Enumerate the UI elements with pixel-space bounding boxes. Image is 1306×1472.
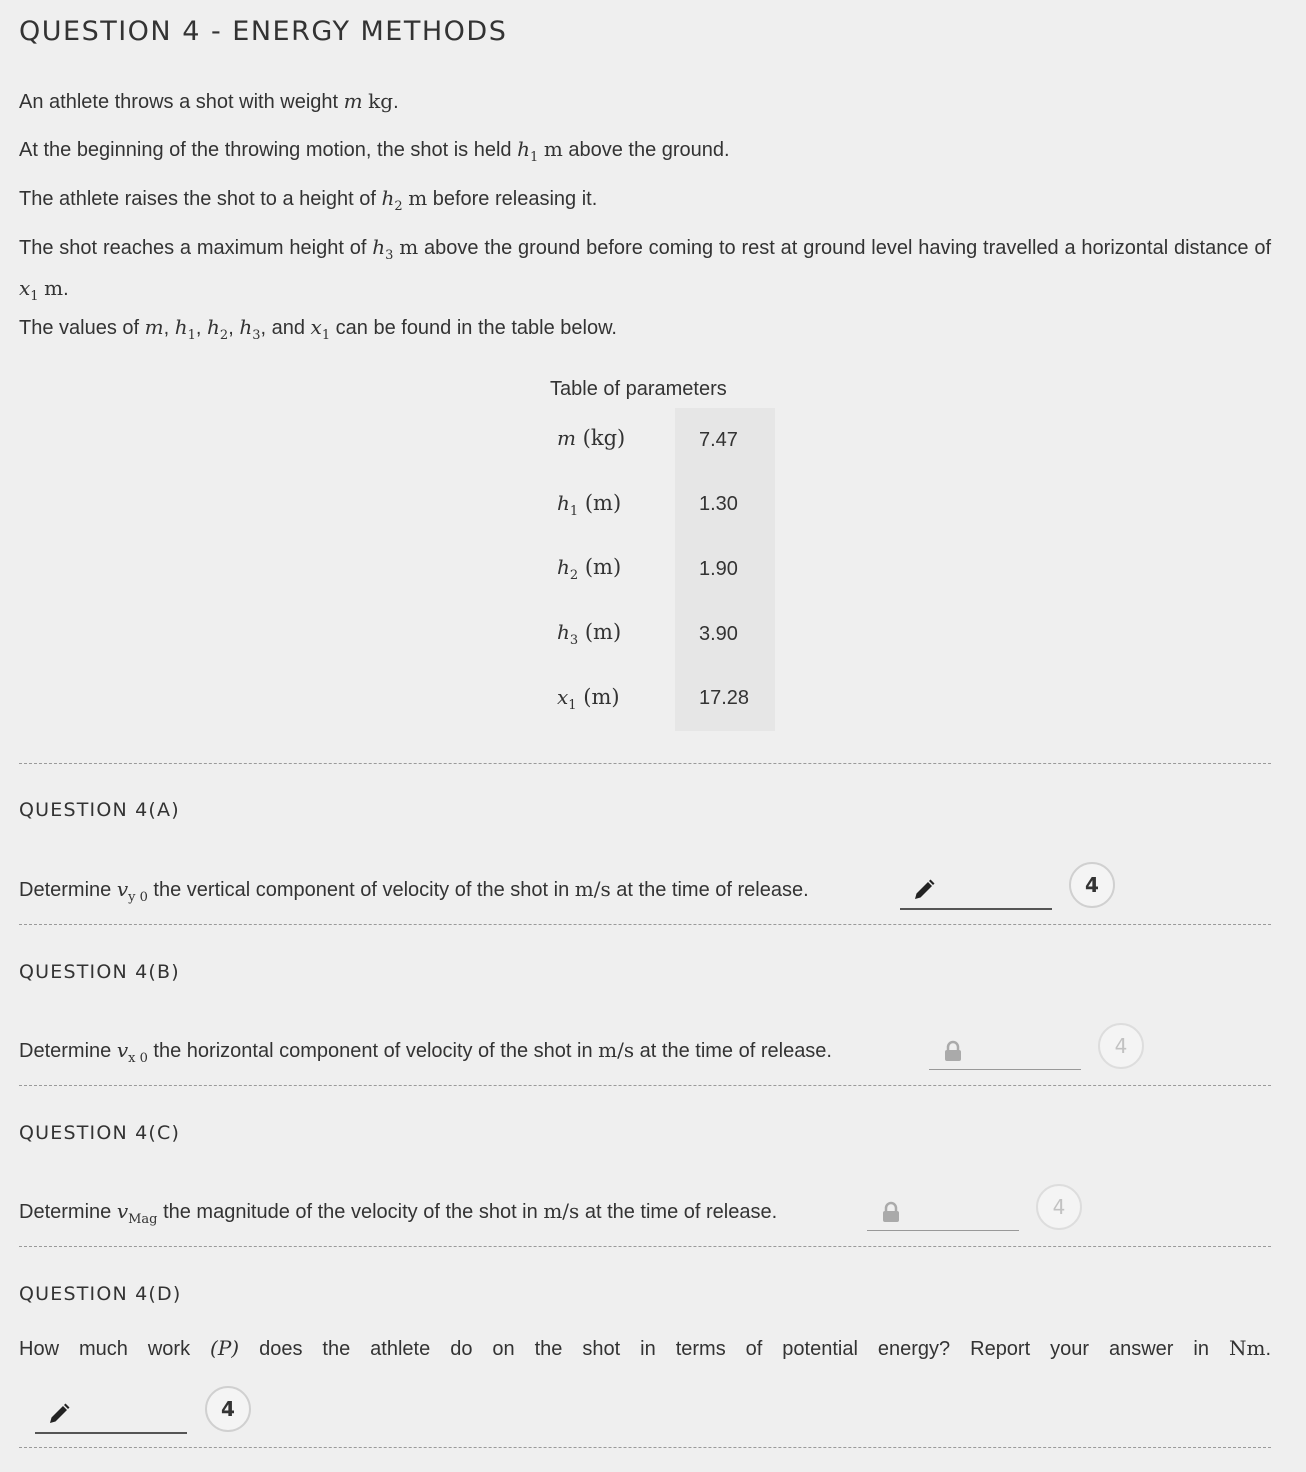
param-value: 7.47 xyxy=(675,408,775,473)
table-row xyxy=(539,537,775,602)
table-row xyxy=(539,666,775,731)
param-value: 1.30 xyxy=(675,473,775,538)
pencil-icon xyxy=(47,1402,71,1426)
question-4c-heading: QUESTION 4(C) xyxy=(19,1122,181,1144)
parameter-table xyxy=(539,408,775,731)
attempts-remaining-badge: 4 xyxy=(1098,1023,1144,1069)
question-4b-text: Determine $v_{x 0}$ the horizontal component of velocity of the shot in m/s at the time of release. xyxy=(19,1038,832,1066)
section-divider xyxy=(19,1246,1271,1247)
section-divider xyxy=(19,1085,1271,1086)
page-title: QUESTION 4 - ENERGY METHODS xyxy=(19,16,508,47)
parameter-table-caption: Table of parameters xyxy=(550,378,727,400)
intro-paragraph-1: An athlete throws a shot with weight m kg. xyxy=(19,89,399,113)
param-label: $x_1$ (m) xyxy=(557,684,620,713)
param-label: $h_3$ (m) xyxy=(557,619,622,649)
question-4b-answer-input[interactable] xyxy=(929,1033,1081,1070)
intro-paragraph-3: The athlete raises the shot to a height of $h_2$ m before releasing it. xyxy=(19,186,598,214)
question-4a-heading: QUESTION 4(A) xyxy=(19,799,180,821)
section-divider xyxy=(19,763,1271,764)
section-divider xyxy=(19,1447,1271,1448)
param-label: $h_2$ (m) xyxy=(557,555,622,584)
intro-paragraph-4: The shot reaches a maximum height of $h_3$ m above the ground before coming to rest at ground level having travelled a horizontal distance of $x_1$ m. xyxy=(19,235,1271,304)
param-value: 1.90 xyxy=(675,537,775,602)
question-4d-text: How much work (P) does the athlete do on the shot in terms of potential energy? Report your answer in Nm. xyxy=(19,1336,1271,1360)
question-4d-heading: QUESTION 4(D) xyxy=(19,1283,182,1305)
param-label: $h_1$ (m) xyxy=(557,490,622,519)
intro-paragraph-2: At the beginning of the throwing motion, the shot is held $h_1$ m above the ground. xyxy=(19,137,730,165)
pencil-icon xyxy=(912,878,936,902)
attempts-remaining-badge: 4 xyxy=(1069,862,1115,908)
question-4b-heading: QUESTION 4(B) xyxy=(19,961,180,983)
section-divider xyxy=(19,924,1271,925)
question-4c-answer-input[interactable] xyxy=(867,1194,1019,1231)
table-row xyxy=(539,408,775,473)
table-row xyxy=(539,602,775,667)
param-label: m (kg) xyxy=(557,425,626,450)
attempts-remaining-badge: 4 xyxy=(1036,1184,1082,1230)
param-value: 3.90 xyxy=(675,602,775,667)
question-4a-text: Determine $v_{y 0}$ the vertical component of velocity of the shot in m/s at the time of release. xyxy=(19,877,809,905)
intro-paragraph-5: The values of m, $h_1$, $h_2$, $h_3$, and $x_1$ can be found in the table below. xyxy=(19,315,617,343)
question-4a-answer-input[interactable] xyxy=(900,872,1052,910)
attempts-remaining-badge: 4 xyxy=(205,1386,251,1432)
question-4d-answer-input[interactable] xyxy=(35,1396,187,1434)
lock-icon xyxy=(879,1200,903,1224)
table-row xyxy=(539,473,775,538)
question-4c-text: Determine $v_{Mag}$ the magnitude of the velocity of the shot in m/s at the time of release. xyxy=(19,1199,778,1227)
param-value: 17.28 xyxy=(675,666,775,731)
lock-icon xyxy=(941,1039,965,1063)
